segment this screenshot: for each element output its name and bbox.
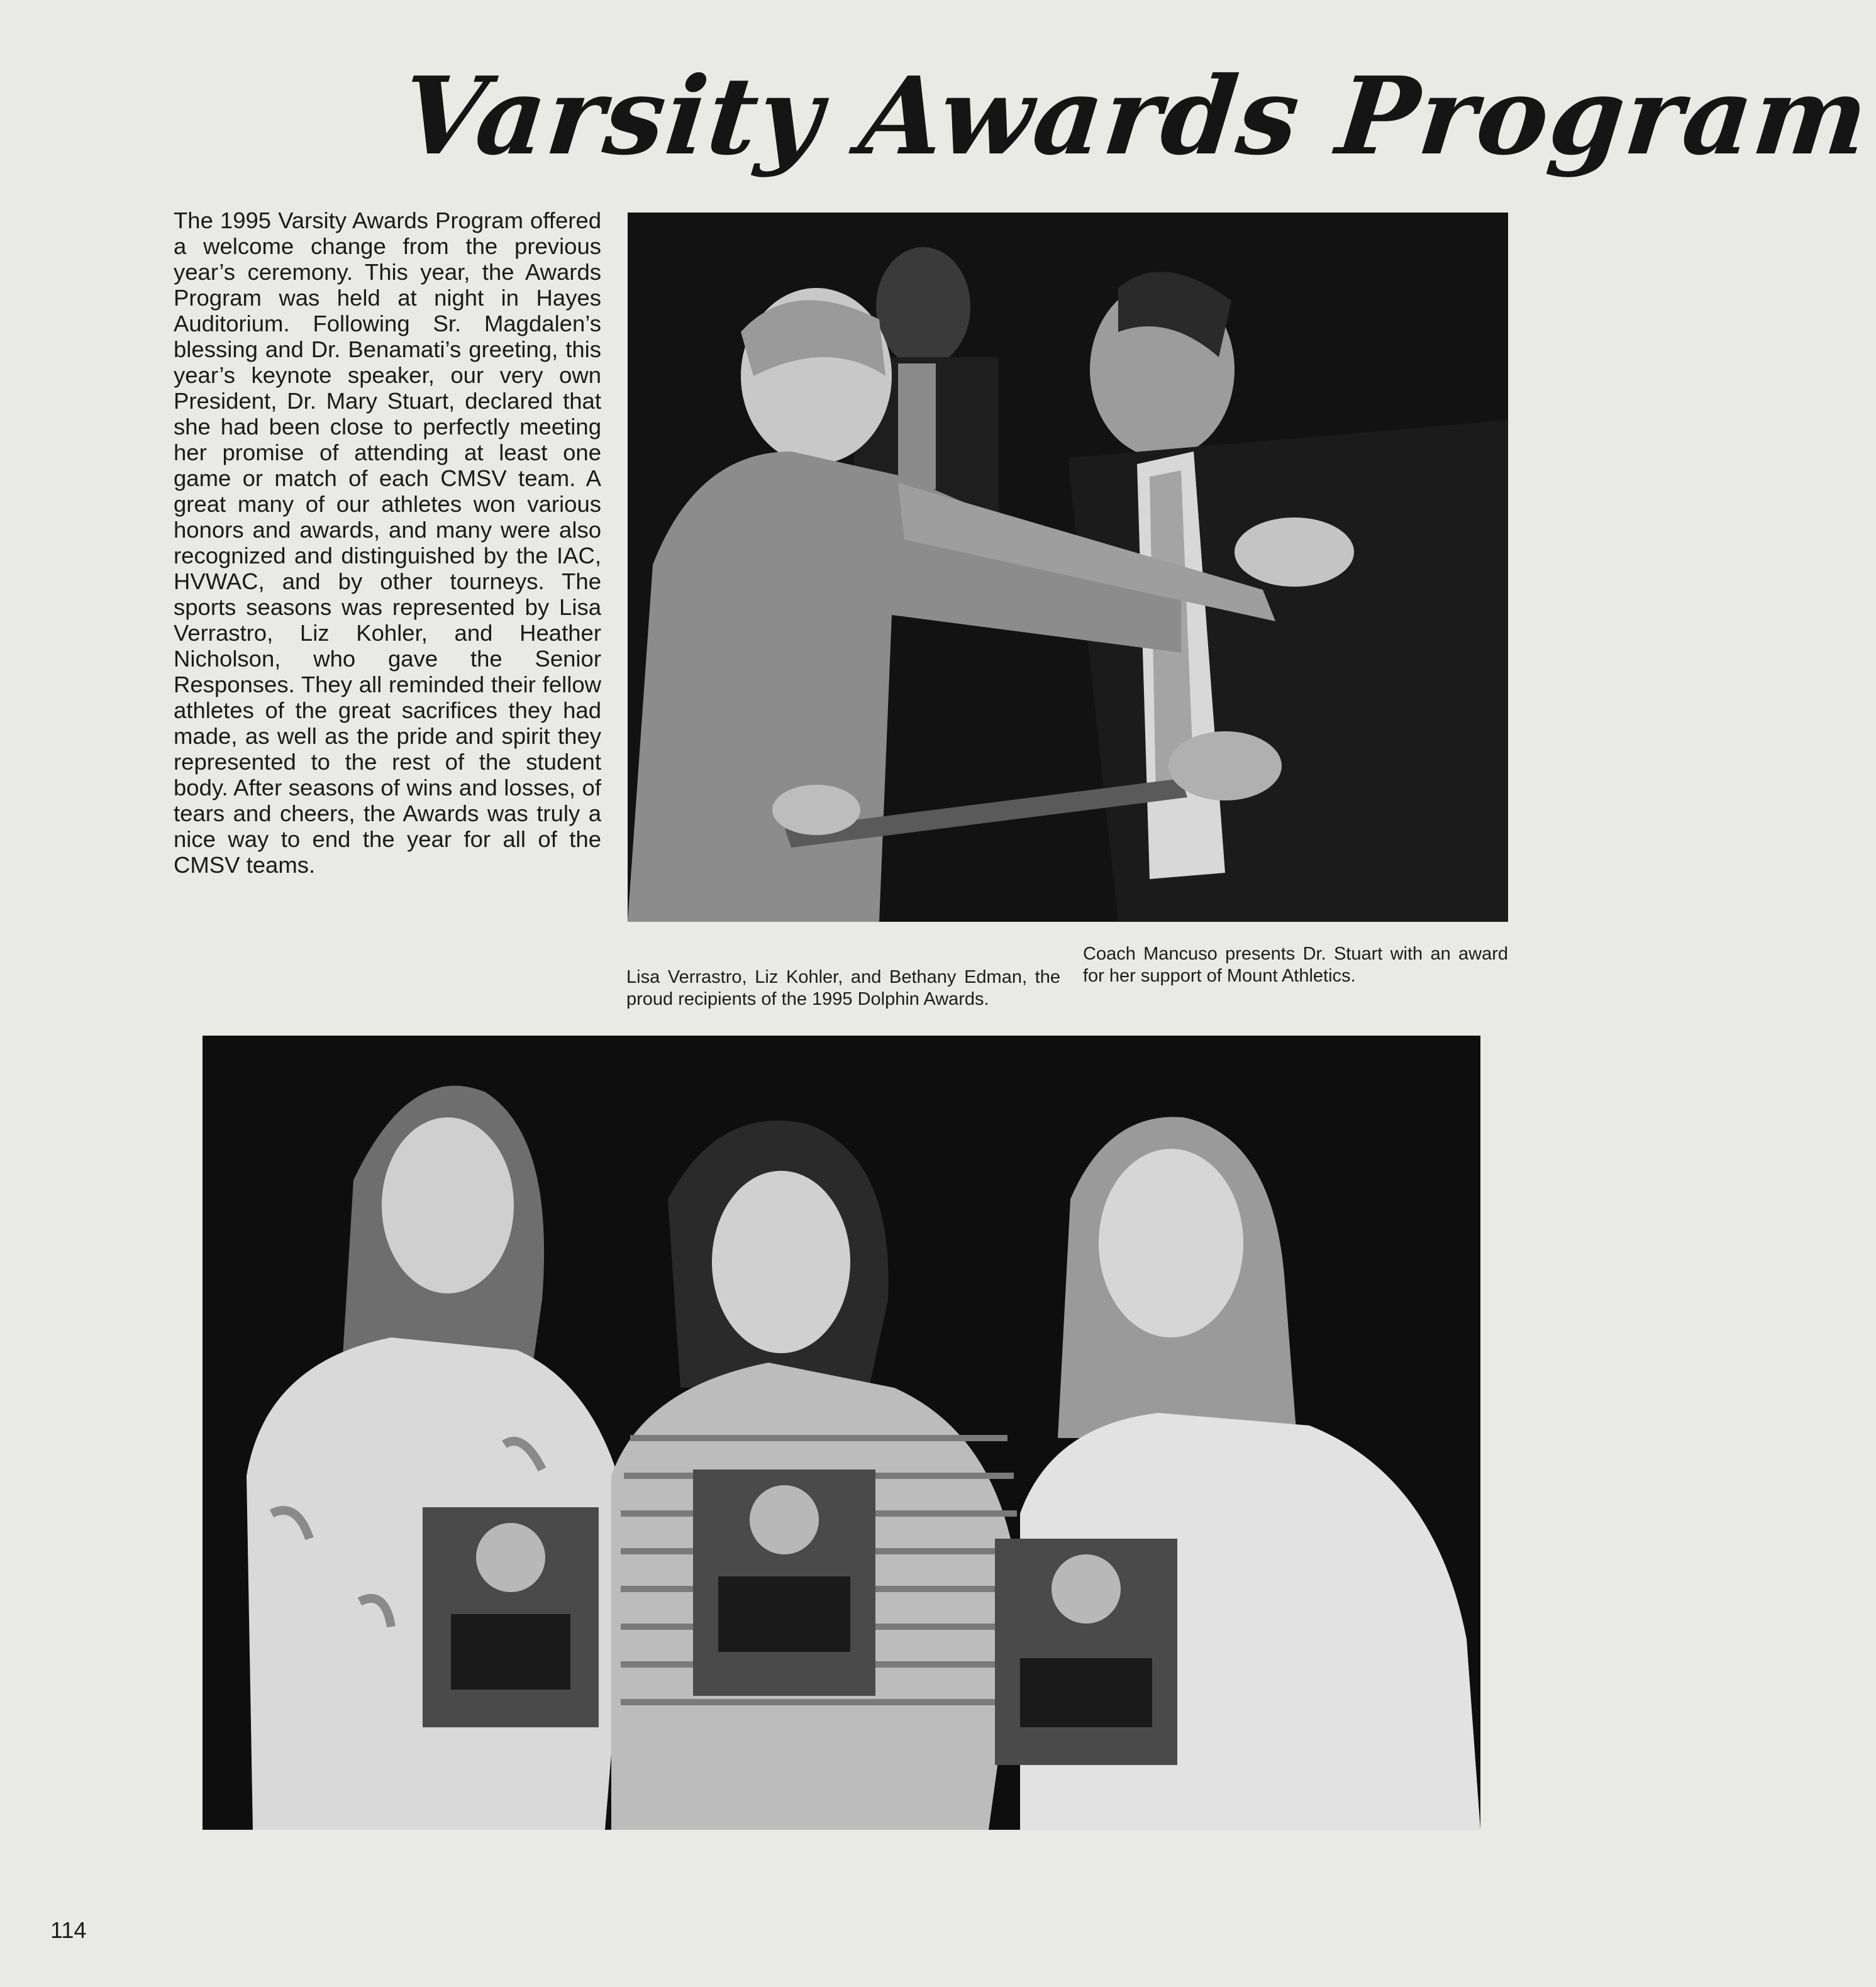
page-title: Varsity Awards Program <box>396 53 1875 179</box>
article-body: The 1995 Varsity Awards Program offered a welcome change from the previous year’s ceremony. This year, the Awards Program was held at night in Hayes Auditorium. Following Sr. Magdalen’s blessing and Dr. Benamati’s greeting, this year’s keynote speaker, our very own President, Dr. Mary Stuart, declared that she had been close to perfectly meeting her promise of attending at least one game or match of each CMSV team. A great many of our athletes won various honors and awards, and many were also recognized and distinguished by the IAC, HVWAC, and by other tourneys. The sports seasons was represented by Lisa Verrastro, Liz Kohler, and Heather Nicholson, who gave the Senior Responses. They all reminded their fellow athletes of the great sacrifices they had made, as well as the pride and spirit they represented to the rest of the student body. After seasons of wins and losses, of tears and cheers, the Awards was truly a nice way to end the year for all of the CMSV teams. <box>174 208 601 878</box>
coach-presents-caption: Coach Mancuso presents Dr. Stuart with an award for her support of Mount Athletics. <box>1083 944 1508 986</box>
page-number: 114 <box>50 1917 87 1943</box>
dolphin-awards-caption: Lisa Verrastro, Liz Kohler, and Bethany Edman, the proud recipients of the 1995 Dolphin Awards. <box>626 967 1060 1009</box>
ceremony-photo <box>628 213 1508 922</box>
recipients-photo <box>203 1036 1480 1830</box>
